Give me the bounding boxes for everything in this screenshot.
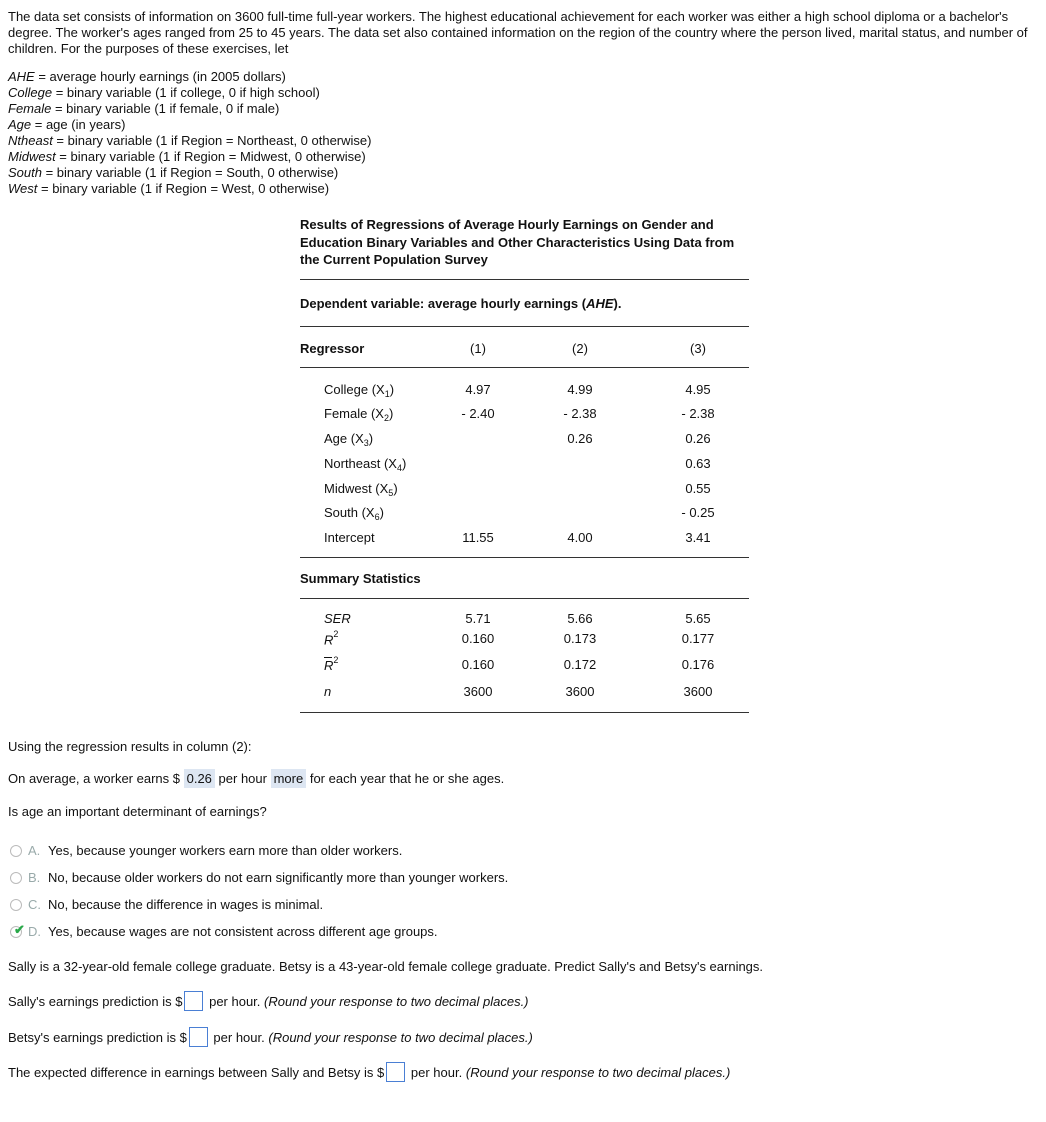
definition: South = binary variable (1 if Region = South, 0 otherwise) bbox=[8, 165, 339, 180]
column-header: (2) bbox=[572, 341, 588, 356]
definition: Female = binary variable (1 if female, 0 if male) bbox=[8, 101, 280, 116]
table-cell: 5.71 bbox=[465, 611, 491, 626]
table-cell: 0.160 bbox=[461, 631, 495, 646]
row-label: Age $(X_3)$ bbox=[324, 431, 374, 448]
table-cell: 0.173 bbox=[563, 631, 597, 646]
question-lead: Using the regression results in column (2): bbox=[8, 739, 252, 754]
intro-paragraph: The data set consists of information on 3600 full-time full-year workers. The highest educational achievement for each worker was either a high school diploma or a bachelor's degree. The worker's ages ranged from 25 to 45 years. The data set also contained information on the region of the country where the person lived, marital status, and number of children. For the purposes of these exercises, let bbox=[8, 9, 1028, 56]
definition: West = binary variable (1 if Region = West, 0 otherwise) bbox=[8, 181, 330, 196]
table-cell: 3600 bbox=[463, 684, 493, 699]
radio-icon[interactable] bbox=[10, 899, 22, 911]
regressor-header: Regressor bbox=[300, 341, 365, 356]
table-cell: 5.65 bbox=[685, 611, 711, 626]
checkmark-icon: ✔ bbox=[14, 922, 25, 937]
sally-answer-input[interactable] bbox=[184, 991, 203, 1011]
table-cell: 3600 bbox=[565, 684, 595, 699]
question-earnings-per-year: On average, a worker earns $ 0.26 per hour more for each year that he or she ages. bbox=[8, 771, 505, 786]
table-cell: - 2.38 bbox=[563, 406, 597, 421]
difference-answer-input[interactable] bbox=[386, 1062, 405, 1082]
question-age-important: Is age an important determinant of earnings? bbox=[8, 804, 267, 819]
definition: Midwest = binary variable (1 if Region = Midwest, 0 otherwise) bbox=[8, 149, 366, 164]
radio-icon[interactable] bbox=[10, 845, 22, 857]
table-cell: 0.160 bbox=[461, 657, 495, 672]
betsy-answer-input[interactable] bbox=[189, 1027, 208, 1047]
summary-label: SER bbox=[324, 611, 351, 626]
table-cell: 5.66 bbox=[567, 611, 593, 626]
definition: Age = age (in years) bbox=[8, 117, 126, 132]
table-cell: 0.63 bbox=[685, 456, 711, 471]
table-cell: 0.26 bbox=[567, 431, 593, 446]
answer-direction-dropdown[interactable]: more bbox=[271, 769, 307, 788]
regression-table bbox=[300, 216, 749, 699]
table-cell: - 2.38 bbox=[681, 406, 715, 421]
row-label: Midwest $(X_5)$ bbox=[324, 481, 398, 498]
radio-icon[interactable] bbox=[10, 872, 22, 884]
table-cell: 3.41 bbox=[685, 530, 711, 545]
row-label: College $(X_1)$ bbox=[324, 382, 395, 399]
summary-label: n bbox=[324, 684, 332, 699]
row-label: Northeast $(X_4)$ bbox=[324, 456, 407, 473]
row-label: South $(X_6)$ bbox=[324, 505, 384, 522]
table-cell: 3600 bbox=[683, 684, 713, 699]
divider bbox=[300, 326, 749, 327]
table-cell: 4.97 bbox=[465, 382, 491, 397]
table-cell: 0.176 bbox=[681, 657, 715, 672]
dependent-variable-label: Dependent variable: average hourly earnings (AHE). bbox=[300, 296, 622, 311]
column-header: (3) bbox=[690, 341, 706, 356]
table-cell: 0.26 bbox=[685, 431, 711, 446]
divider bbox=[300, 279, 749, 280]
table-title: Results of Regressions of Average Hourly Earnings on Gender and Education Binary Variables and Other Characteristics Using Data from the Current Population Survey bbox=[300, 217, 735, 267]
prediction-prompt: Sally is a 32-year-old female college graduate. Betsy is a 43-year-old female college graduate. Predict Sally's and Betsy's earnings. bbox=[8, 959, 764, 974]
table-cell: 4.95 bbox=[685, 382, 711, 397]
option-b[interactable]: B. No, because older workers do not earn significantly more than younger workers. bbox=[10, 870, 508, 886]
table-cell: 0.177 bbox=[681, 631, 715, 646]
row-label: Intercept bbox=[324, 530, 375, 545]
definition: College = binary variable (1 if college, 0 if high school) bbox=[8, 85, 320, 100]
betsy-prediction: Betsy's earnings prediction is $ per hour. (Round your response to two decimal places.) bbox=[8, 1027, 533, 1047]
table-cell: 0.172 bbox=[563, 657, 597, 672]
definition: Ntheast = binary variable (1 if Region = Northeast, 0 otherwise) bbox=[8, 133, 372, 148]
sally-prediction: Sally's earnings prediction is $ per hour. (Round your response to two decimal places.) bbox=[8, 991, 529, 1011]
summary-label: $R^2$ bbox=[324, 655, 339, 674]
definition: AHE = average hourly earnings (in 2005 dollars) bbox=[8, 69, 286, 84]
difference-prediction: The expected difference in earnings between Sally and Betsy is $ per hour. (Round your response to two decimal places.) bbox=[8, 1062, 730, 1082]
column-header: (1) bbox=[470, 341, 486, 356]
table-cell: 4.99 bbox=[567, 382, 593, 397]
table-cell: 11.55 bbox=[462, 530, 494, 545]
table-cell: - 2.40 bbox=[461, 406, 495, 421]
table-cell: 0.55 bbox=[685, 481, 711, 496]
option-d[interactable]: ✔ D. Yes, because wages are not consistent across different age groups. bbox=[10, 924, 438, 940]
summary-header: Summary Statistics bbox=[300, 571, 421, 586]
table-cell: 4.00 bbox=[567, 530, 593, 545]
divider bbox=[300, 557, 749, 558]
option-a[interactable]: A. Yes, because younger workers earn more than older workers. bbox=[10, 843, 402, 859]
divider bbox=[300, 367, 749, 368]
divider bbox=[300, 712, 749, 713]
divider bbox=[300, 598, 749, 599]
table-cell: - 0.25 bbox=[681, 505, 715, 520]
answer-amount[interactable]: 0.26 bbox=[184, 769, 215, 788]
row-label: Female $(X_2)$ bbox=[324, 406, 394, 423]
option-c[interactable]: C. No, because the difference in wages is minimal. bbox=[10, 897, 323, 913]
summary-label: $R^2$ bbox=[324, 629, 339, 648]
variable-definitions bbox=[8, 69, 371, 197]
